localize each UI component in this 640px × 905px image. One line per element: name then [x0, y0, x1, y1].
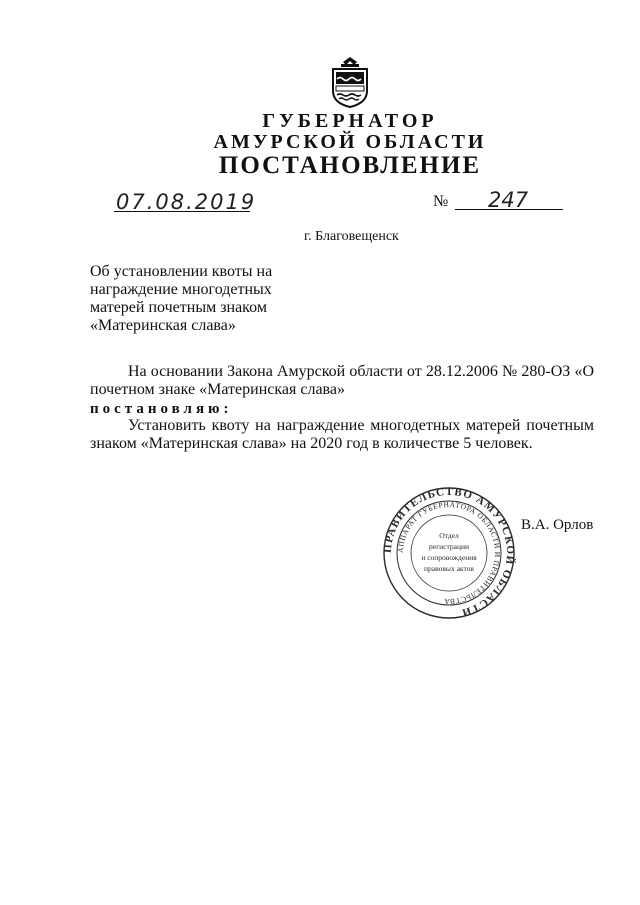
document-date: 07.08.2019	[116, 190, 257, 214]
official-seal	[382, 486, 516, 620]
seal-inner-text: АППАРАТ ГУБЕРНАТОРА ОБЛАСТИ И ПРАВИТЕЛЬСТВА	[395, 499, 503, 607]
resolve-word: постановляю:	[90, 401, 233, 417]
date-underline	[114, 211, 250, 212]
number-underline	[455, 209, 563, 210]
document-number: 247	[488, 188, 529, 212]
document-type: ПОСТАНОВЛЕНИЕ	[218, 152, 482, 179]
coat-of-arms-icon	[327, 55, 373, 109]
signatory-name: В.А. Орлов	[521, 517, 594, 533]
seal-center-line: и сопровождения	[421, 553, 477, 562]
city: г. Благовещенск	[304, 229, 399, 244]
subject-line: Об установлении квоты на	[90, 263, 273, 280]
subject-line: матерей почетным знаком	[90, 299, 267, 316]
seal-center-line: регистрации	[429, 542, 469, 551]
header-region: АМУРСКОЙ ОБЛАСТИ	[213, 131, 487, 153]
header-title: ГУБЕРНАТОР	[262, 110, 438, 132]
body-paragraph-decision: Установить квоту на награждение многодетных матерей почетным знаком «Материнская слава» на 2020 год в количестве 5 человек.	[90, 417, 594, 452]
seal-outer-text: ПРАВИТЕЛЬСТВО АМУРСКОЙ ОБЛАСТИ	[382, 486, 516, 619]
document-subject	[90, 263, 310, 335]
subject-line: «Материнская слава»	[90, 317, 236, 334]
subject-line: награждение многодетных	[90, 281, 272, 298]
body-paragraph-basis: На основании Закона Амурской области от 28.12.2006 № 280-ОЗ «О почетном знаке «Материнская слава»	[90, 363, 594, 398]
seal-center-line: правовых актов	[424, 564, 474, 573]
seal-center-line: Отдел	[439, 531, 459, 540]
number-label: №	[433, 193, 449, 210]
